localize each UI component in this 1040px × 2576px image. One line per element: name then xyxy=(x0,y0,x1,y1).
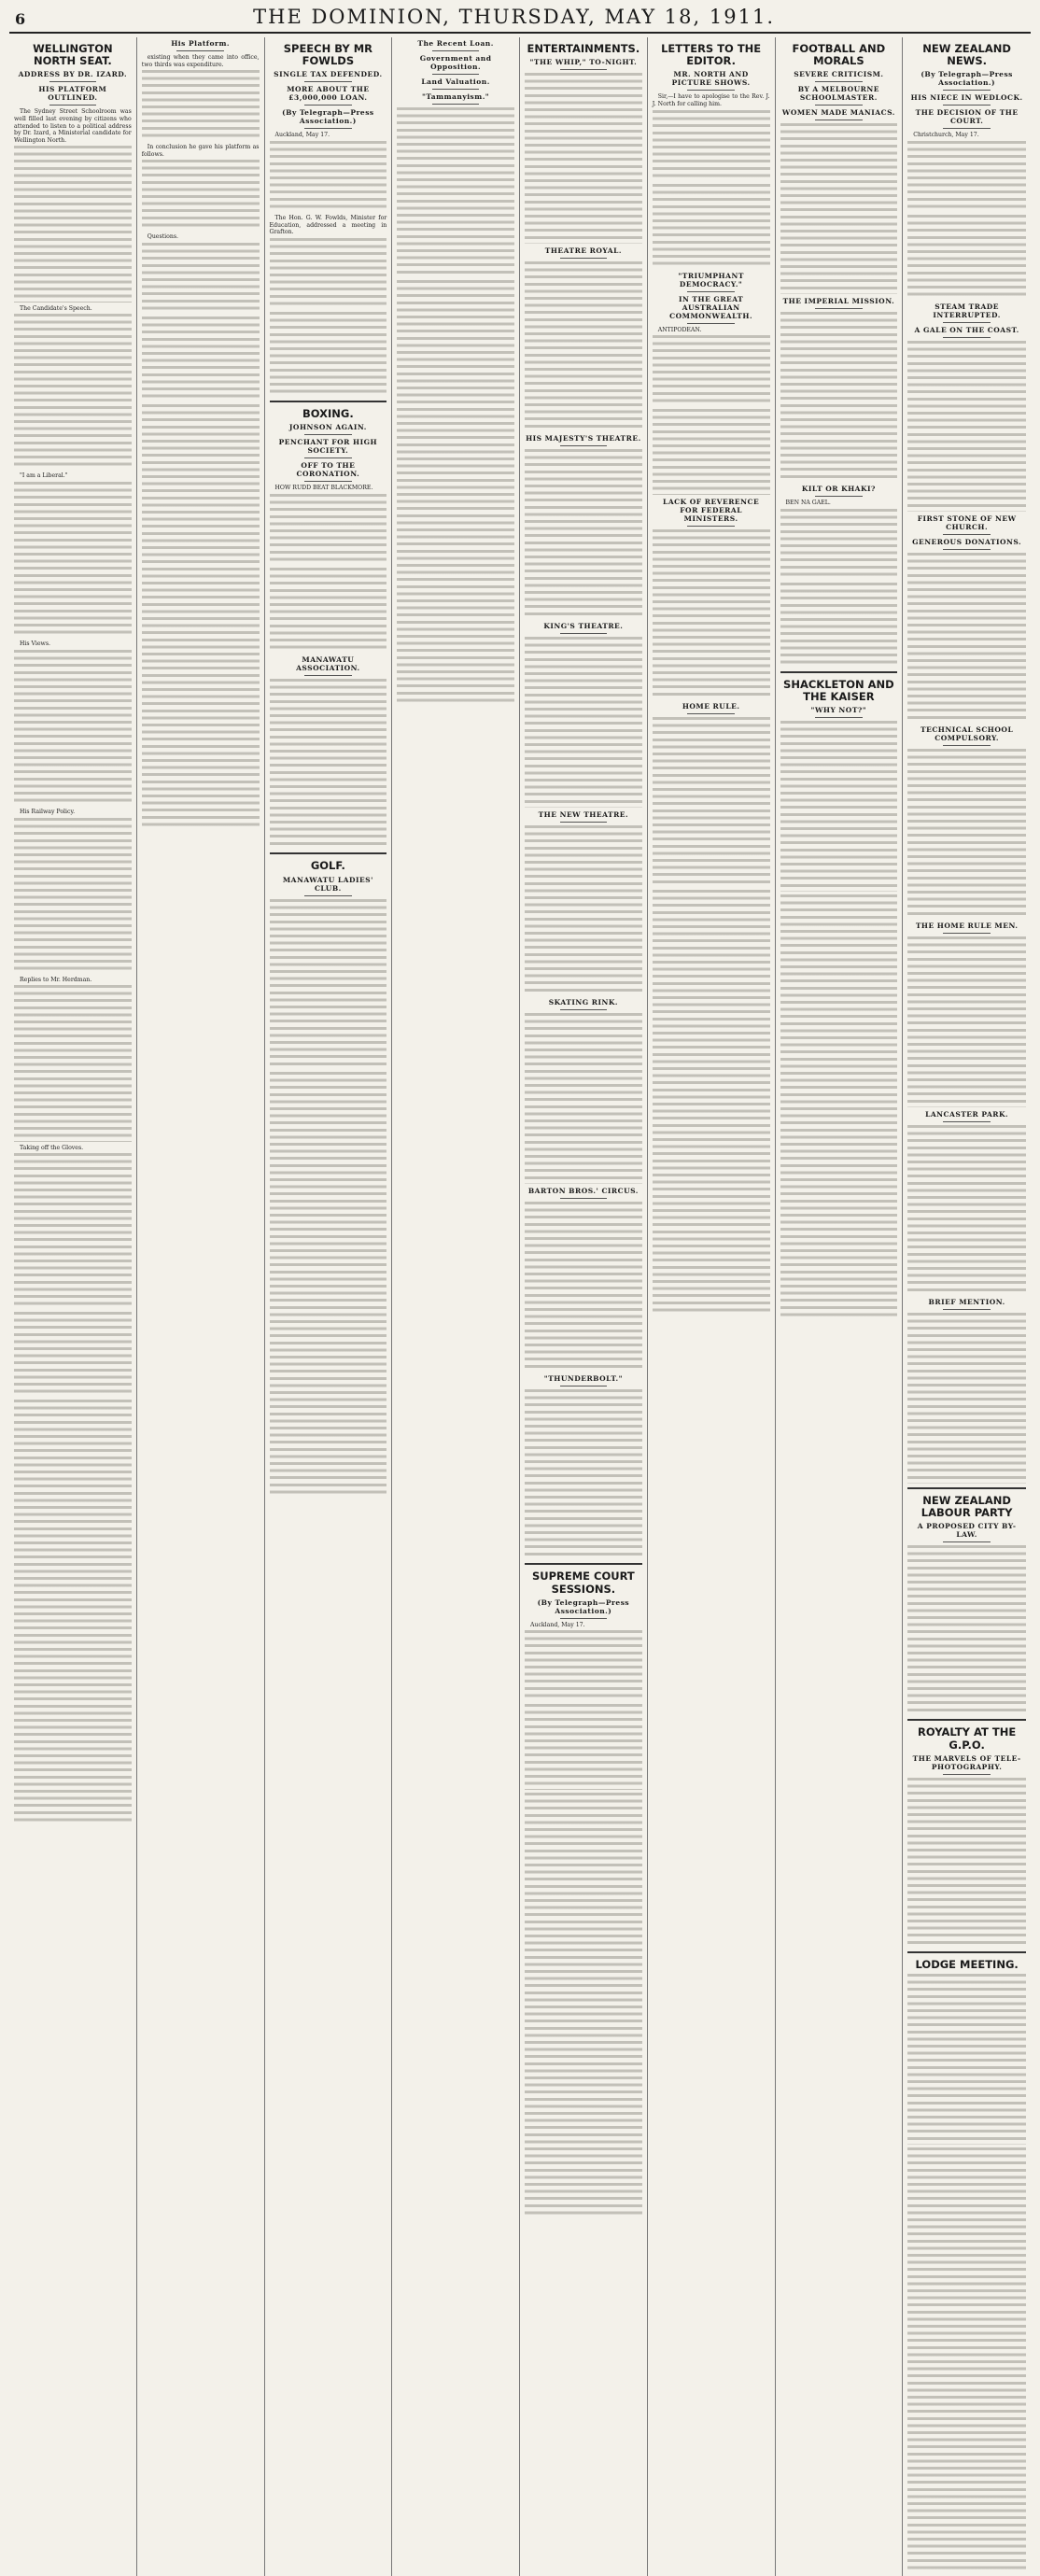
subheading-rule xyxy=(943,128,991,129)
body-text-block xyxy=(907,936,1026,1106)
article-subheading: THE MARVELS OF TELE-PHOTOGRAPHY. xyxy=(912,1753,1021,1771)
article-headline: LETTERS TO THE EDITOR. xyxy=(661,42,762,68)
subheading-rule xyxy=(49,81,96,82)
body-text-block xyxy=(780,509,898,580)
body-text-block xyxy=(525,1389,642,1559)
subheading-rule xyxy=(432,50,479,51)
article-subheading: (By Telegraph—Press Association.) xyxy=(282,108,374,126)
article-paragraph: "I am a Liberal." xyxy=(20,472,68,480)
article-headline: ENTERTAINMENTS. xyxy=(527,42,640,55)
subheading-rule xyxy=(304,457,351,458)
body-text-block xyxy=(14,146,132,302)
body-text-block xyxy=(907,553,1026,723)
article-subheading: (By Telegraph—Press Association.) xyxy=(537,1598,630,1615)
article-headline: ROYALTY AT THE G.P.O. xyxy=(918,1725,1017,1752)
article-subheading: "WHY NOT?" xyxy=(810,706,867,715)
body-text-block xyxy=(397,280,514,706)
body-text-block xyxy=(14,985,132,1141)
subheading-rule xyxy=(560,258,607,259)
subheading-rule xyxy=(943,534,991,535)
article-subheading: KING'S THEATRE. xyxy=(543,622,624,631)
subheading-rule xyxy=(815,717,862,718)
body-text-block xyxy=(270,494,387,565)
article-subheading: BRIEF MENTION. xyxy=(928,1298,1005,1307)
article-subheading: FIRST STONE OF NEW CHURCH. xyxy=(917,514,1017,531)
article-separator xyxy=(907,1719,1026,1721)
article-subheading: JOHNSON AGAIN. xyxy=(288,423,367,432)
body-text-block xyxy=(14,1312,132,1397)
subheading-rule xyxy=(943,549,991,550)
subheading-rule xyxy=(943,745,991,746)
body-text-block xyxy=(14,1400,132,1825)
body-text-block xyxy=(653,890,770,1316)
subheading-rule xyxy=(304,105,351,106)
body-text-block xyxy=(270,1072,387,1498)
body-text-block xyxy=(780,312,898,482)
article-subheading: MANAWATU LADIES' CLUB. xyxy=(282,875,373,893)
subheading-rule xyxy=(176,50,223,51)
subheading-rule xyxy=(815,105,862,106)
body-text-block xyxy=(525,449,642,619)
article-subheading: SINGLE TAX DEFENDED. xyxy=(274,70,383,79)
article-headline: BOXING. xyxy=(302,407,354,420)
body-text-block xyxy=(907,1313,1026,1483)
subheading-rule xyxy=(815,308,862,309)
body-text-block xyxy=(780,721,898,891)
subheading-rule xyxy=(560,1618,607,1619)
column-3 xyxy=(265,37,393,2576)
body-text-block xyxy=(14,314,132,470)
body-text-block xyxy=(653,529,770,699)
subheading-rule xyxy=(815,496,862,497)
article-paragraph: His Views. xyxy=(20,640,50,648)
article-separator xyxy=(270,401,387,402)
article-headline: GOLF. xyxy=(310,859,345,873)
article-headline: FOOTBALL AND MORALS xyxy=(792,42,886,68)
subheading-rule xyxy=(943,105,991,106)
article-paragraph: In conclusion he gave his platform as follows. xyxy=(141,144,260,158)
newspaper-title: THE DOMINION, THURSDAY, MAY 18, 1911. xyxy=(253,6,775,28)
subheading-rule xyxy=(304,128,351,129)
body-text-block xyxy=(780,583,898,668)
article-subheading: HIS MAJESTY'S THEATRE. xyxy=(526,434,641,443)
subheading-rule xyxy=(943,1309,991,1310)
article-subheading: WOMEN MADE MANIACS. xyxy=(781,108,895,118)
article-headline: SPEECH BY MR FOWLDS xyxy=(283,42,372,68)
subheading-rule xyxy=(560,1009,607,1010)
column-7 xyxy=(776,37,904,2576)
body-text-block xyxy=(142,243,260,314)
newspaper-columns xyxy=(9,37,1031,1972)
article-subheading: LACK OF REVERENCE FOR FEDERAL MINISTERS. xyxy=(663,497,760,523)
column-4 xyxy=(392,37,520,2576)
article-paragraph: Auckland, May 17. xyxy=(530,1621,585,1628)
subheading-rule xyxy=(304,675,351,676)
article-headline: SUPREME COURT SESSIONS. xyxy=(531,1570,635,1596)
article-subheading: BY A MELBOURNE SCHOOLMASTER. xyxy=(797,85,879,103)
article-subheading: MORE ABOUT THE £3,000,000 LOAN. xyxy=(287,85,370,103)
body-text-block xyxy=(525,825,642,995)
article-paragraph: The Sydney Street Schoolroom was well filled last evening by citizens who attended to listen to a political address by Dr. Izard, a Ministerial candidate for Wellington North. xyxy=(14,108,132,144)
article-subheading: THE NEW THEATRE. xyxy=(538,809,629,819)
article-paragraph: The Candidate's Speech. xyxy=(20,304,92,312)
article-headline: LODGE MEETING. xyxy=(915,1958,1019,1972)
subheading-rule xyxy=(815,81,862,82)
article-subheading: "TRIUMPHANT DEMOCRACY." xyxy=(678,271,744,289)
body-text-block xyxy=(907,749,1026,919)
article-subheading: Government and Opposition. xyxy=(419,54,492,71)
article-headline: NEW ZEALAND NEWS. xyxy=(922,42,1011,68)
article-paragraph: BEN NA GAEL. xyxy=(785,500,831,507)
subheading-rule xyxy=(687,323,734,324)
article-paragraph: Christchurch, May 17. xyxy=(913,132,979,139)
body-text-block xyxy=(907,341,1026,511)
article-subheading: ADDRESS BY DR. IZARD. xyxy=(18,70,128,79)
subheading-rule xyxy=(943,1541,991,1542)
subheading-rule xyxy=(304,434,351,435)
body-text-block xyxy=(270,312,387,397)
article-subheading: GENEROUS DONATIONS. xyxy=(912,537,1022,546)
body-text-block xyxy=(907,2147,1026,2573)
body-text-block xyxy=(525,1013,642,1183)
subheading-rule xyxy=(687,713,734,714)
article-separator xyxy=(270,852,387,854)
article-paragraph: HOW RUDD BEAT BLACKMORE. xyxy=(274,485,373,492)
article-subheading: A GALE ON THE COAST. xyxy=(914,326,1019,335)
article-subheading: SKATING RINK. xyxy=(548,998,618,1007)
body-text-block xyxy=(397,107,514,277)
article-subheading: LANCASTER PARK. xyxy=(925,1109,1009,1119)
article-paragraph: existing when they came into office, two thirds was expenditure. xyxy=(141,54,260,68)
body-text-block xyxy=(14,818,132,974)
article-paragraph: Taking off the Gloves. xyxy=(20,1144,84,1151)
subheading-rule xyxy=(687,90,734,91)
body-text-block xyxy=(653,110,770,181)
body-text-block xyxy=(270,238,387,309)
body-text-block xyxy=(270,568,387,653)
article-subheading: THE DECISION OF THE COURT. xyxy=(915,108,1019,126)
body-text-block xyxy=(525,637,642,807)
article-subheading: HIS PLATFORM OUTLINED. xyxy=(38,85,107,103)
article-subheading: THE IMPERIAL MISSION. xyxy=(782,296,895,305)
article-subheading: His Platform. xyxy=(171,39,231,48)
body-text-block xyxy=(14,1153,132,1309)
body-text-block xyxy=(525,1704,642,1789)
article-subheading: Land Valuation. xyxy=(421,77,490,86)
article-subheading: THEATRE ROYAL. xyxy=(544,246,623,255)
subheading-rule xyxy=(560,69,607,70)
subheading-rule xyxy=(560,1386,607,1387)
body-text-block xyxy=(525,1202,642,1372)
subheading-rule xyxy=(432,104,479,105)
article-separator xyxy=(907,1951,1026,1953)
article-subheading: SEVERE CRITICISM. xyxy=(794,70,884,79)
body-text-block xyxy=(14,482,132,638)
body-text-block xyxy=(142,404,260,830)
article-separator xyxy=(525,1563,642,1565)
body-text-block xyxy=(142,70,260,141)
body-text-block xyxy=(653,409,770,494)
body-text-block xyxy=(653,335,770,406)
article-separator xyxy=(780,671,898,673)
subheading-rule xyxy=(687,526,734,527)
body-text-block xyxy=(907,1974,1026,2144)
body-text-block xyxy=(142,317,260,401)
article-paragraph: The Hon. G. W. Fowlds, Minister for Education, addressed a meeting in Grafton. xyxy=(269,215,387,236)
article-subheading: (By Telegraph—Press Association.) xyxy=(921,70,1013,88)
article-subheading: "THUNDERBOLT." xyxy=(543,1373,623,1383)
subheading-rule xyxy=(943,1121,991,1122)
body-text-block xyxy=(270,679,387,849)
subheading-rule xyxy=(304,481,351,482)
page-number: 6 xyxy=(15,10,26,28)
body-text-block xyxy=(907,141,1026,212)
subheading-rule xyxy=(943,933,991,934)
body-text-block xyxy=(907,1545,1026,1715)
subheading-rule xyxy=(943,90,991,91)
body-text-block xyxy=(525,73,642,243)
body-text-block xyxy=(907,215,1026,300)
column-6 xyxy=(648,37,776,2576)
article-subheading: BARTON BROS.' CIRCUS. xyxy=(527,1186,639,1195)
article-subheading: IN THE GREAT AUSTRALIAN COMMONWEALTH. xyxy=(669,294,753,320)
subheading-rule xyxy=(687,291,734,292)
article-subheading: A PROPOSED CITY BY-LAW. xyxy=(917,1522,1017,1539)
body-text-block xyxy=(270,141,387,212)
article-headline: WELLINGTON NORTH SEAT. xyxy=(33,42,113,68)
body-text-block xyxy=(907,1778,1026,1948)
column-1 xyxy=(9,37,137,2576)
subheading-rule xyxy=(49,105,96,106)
article-headline: SHACKLETON AND THE KAISER xyxy=(783,678,894,704)
column-5 xyxy=(520,37,648,2576)
body-text-block xyxy=(525,1793,642,2218)
body-text-block xyxy=(780,894,898,1320)
article-subheading: STEAM TRADE INTERRUPTED. xyxy=(933,303,1001,320)
article-subheading: HOME RULE. xyxy=(682,701,740,711)
article-paragraph: Questions. xyxy=(147,233,178,241)
subheading-rule xyxy=(560,633,607,634)
body-text-block xyxy=(525,261,642,431)
article-paragraph: His Railway Policy. xyxy=(20,808,76,815)
body-text-block xyxy=(525,1630,642,1701)
article-subheading: THE HOME RULE MEN. xyxy=(915,922,1019,931)
body-text-block xyxy=(653,717,770,887)
subheading-rule xyxy=(943,1774,991,1775)
column-2 xyxy=(137,37,265,2576)
body-text-block xyxy=(142,160,260,231)
body-text-block xyxy=(907,1125,1026,1295)
subheading-rule xyxy=(432,74,479,75)
body-text-block xyxy=(270,899,387,1069)
subheading-rule xyxy=(943,337,991,338)
subheading-rule xyxy=(560,1198,607,1199)
article-subheading: HIS NIECE IN WEDLOCK. xyxy=(910,93,1023,103)
article-headline: NEW ZEALAND LABOUR PARTY xyxy=(921,1493,1013,1519)
body-text-block xyxy=(14,650,132,806)
article-separator xyxy=(907,1487,1026,1489)
article-subheading: KILT OR KHAKI? xyxy=(801,485,876,494)
article-subheading: OFF TO THE CORONATION. xyxy=(296,461,360,479)
column-8 xyxy=(903,37,1031,2576)
article-subheading: "THE WHIP," TO-NIGHT. xyxy=(529,58,638,67)
article-subheading: TECHNICAL SCHOOL COMPULSORY. xyxy=(921,725,1014,742)
article-paragraph: ANTIPODEAN. xyxy=(657,326,702,333)
subheading-rule xyxy=(304,81,351,82)
subheading-rule xyxy=(943,322,991,323)
masthead xyxy=(9,6,1031,34)
article-subheading: The Recent Loan. xyxy=(417,39,494,48)
subheading-rule xyxy=(560,445,607,446)
article-paragraph: Replies to Mr. Herdman. xyxy=(20,976,92,983)
subheading-rule xyxy=(432,89,479,90)
article-paragraph: Auckland, May 17. xyxy=(274,132,330,139)
subheading-rule xyxy=(304,895,351,896)
body-text-block xyxy=(653,184,770,269)
article-subheading: MANAWATU ASSOCIATION. xyxy=(296,655,360,672)
article-subheading: PENCHANT FOR HIGH SOCIETY. xyxy=(278,438,378,456)
article-paragraph: Sir,—I have to apologise to the Rev. J. J. North for calling him. xyxy=(652,93,770,108)
article-subheading: "Tammanyism." xyxy=(422,92,490,101)
article-subheading: MR. NORTH AND PICTURE SHOWS. xyxy=(671,70,751,88)
body-text-block xyxy=(780,123,898,293)
subheading-rule xyxy=(560,822,607,823)
